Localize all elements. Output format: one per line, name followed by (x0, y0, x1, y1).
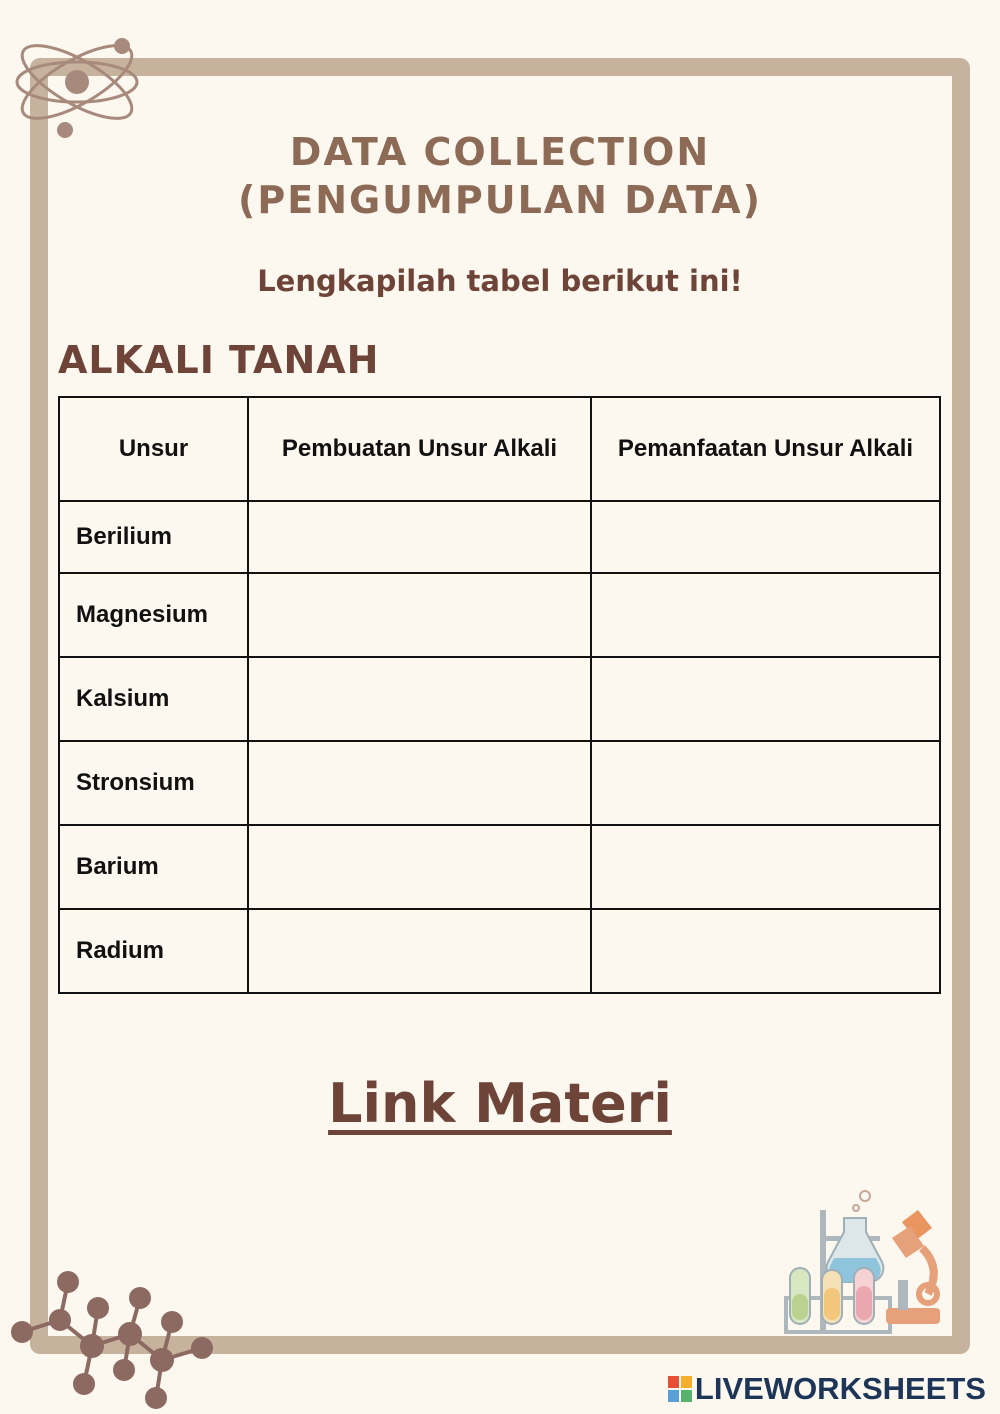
element-name: Radium (59, 909, 248, 993)
pembuatan-cell[interactable] (248, 825, 591, 909)
pembuatan-cell[interactable] (248, 909, 591, 993)
table-row (59, 501, 940, 573)
pemanfaatan-cell[interactable] (591, 741, 940, 825)
page-title-line2: (PENGUMPULAN DATA) (238, 178, 762, 222)
element-name: Barium (59, 825, 248, 909)
table-row (59, 657, 940, 741)
brand-name: LIVEWORKSHEETS (694, 1371, 986, 1406)
page-title-line1: DATA COLLECTION (289, 130, 711, 174)
pembuatan-cell[interactable] (248, 657, 591, 741)
pemanfaatan-cell[interactable] (591, 909, 940, 993)
pembuatan-cell[interactable] (248, 741, 591, 825)
atom-icon (10, 20, 145, 145)
pemanfaatan-cell[interactable] (591, 501, 940, 573)
table-header-row (59, 397, 940, 501)
link-container (0, 1072, 1000, 1135)
data-table (58, 396, 941, 994)
table-row (59, 909, 940, 993)
pemanfaatan-cell[interactable] (591, 825, 940, 909)
header-pembuatan: Pembuatan Unsur Alkali (248, 397, 591, 501)
table-row (59, 825, 940, 909)
instruction-text: Lengkapilah tabel berikut ini! (257, 264, 743, 298)
liveworksheets-brand (668, 1372, 986, 1406)
link-materi[interactable]: Link Materi (328, 1072, 672, 1135)
header-unsur: Unsur (59, 397, 248, 501)
molecule-icon (0, 1262, 230, 1414)
table-row (59, 573, 940, 657)
liveworksheets-logo-icon (668, 1376, 692, 1402)
pembuatan-cell[interactable] (248, 501, 591, 573)
lab-equipment-icon (780, 1188, 945, 1336)
element-name: Stronsium (59, 741, 248, 825)
element-name: Berilium (59, 501, 248, 573)
element-name: Magnesium (59, 573, 248, 657)
pemanfaatan-cell[interactable] (591, 657, 940, 741)
header-pemanfaatan: Pemanfaatan Unsur Alkali (591, 397, 940, 501)
section-title: ALKALI TANAH (58, 338, 380, 382)
pembuatan-cell[interactable] (248, 573, 591, 657)
table-row (59, 741, 940, 825)
element-name: Kalsium (59, 657, 248, 741)
pemanfaatan-cell[interactable] (591, 573, 940, 657)
